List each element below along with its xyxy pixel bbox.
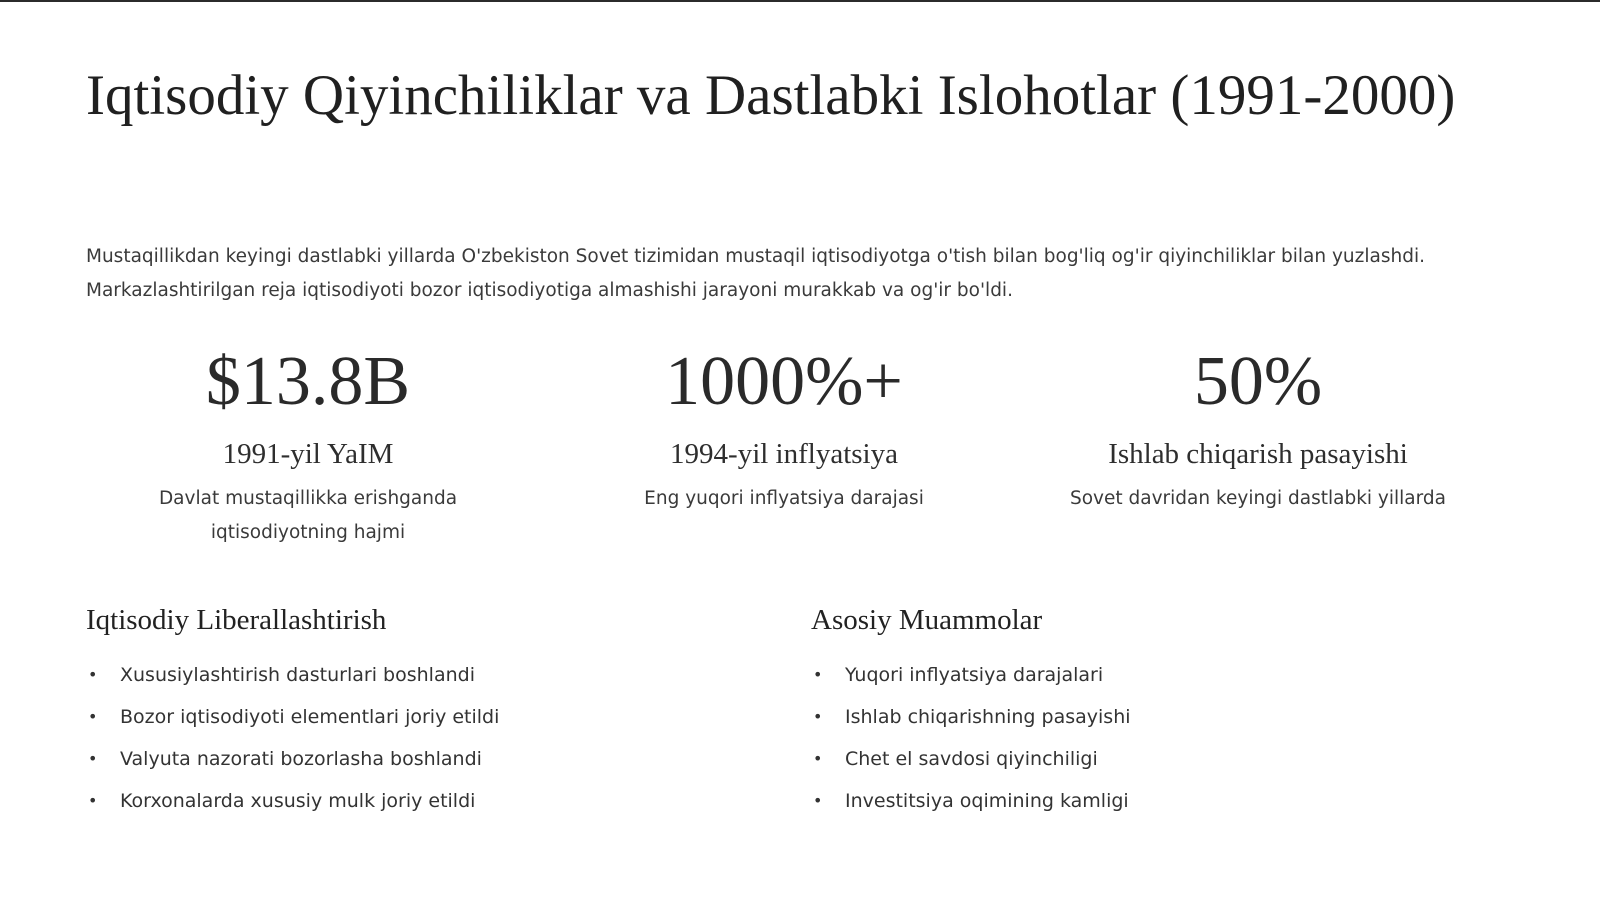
list-item xyxy=(86,780,706,822)
list-item-text: Valyuta nazorati bozorlasha boshlandi xyxy=(120,748,482,770)
problems-section xyxy=(811,600,1431,822)
bullet-icon: • xyxy=(88,707,98,726)
list-item xyxy=(86,738,706,780)
list-item-text: Korxonalarda xususiy mulk joriy etildi xyxy=(120,790,476,812)
stats-row xyxy=(86,340,1526,570)
section-heading: Asosiy Muammolar xyxy=(811,604,1043,636)
bullet-icon: • xyxy=(88,749,98,768)
page-title: Iqtisodiy Qiyinchiliklar va Dastlabki Islohotlar (1991-2000) xyxy=(86,64,1456,127)
stat-production-decline xyxy=(1058,340,1458,516)
list-item xyxy=(86,654,706,696)
bullet-icon: • xyxy=(813,707,823,726)
stat-label: Ishlab chiqarish pasayishi xyxy=(1108,438,1408,470)
stat-value: 1000%+ xyxy=(665,343,903,420)
list-item xyxy=(811,696,1431,738)
stat-value: $13.8B xyxy=(205,343,411,420)
stat-description: Eng yuqori inflyatsiya darajasi xyxy=(644,488,924,509)
liberalization-section xyxy=(86,600,706,822)
stat-label: 1991-yil YaIM xyxy=(222,438,394,470)
list-item-text: Ishlab chiqarishning pasayishi xyxy=(845,706,1131,728)
stat-description: Davlat mustaqillikka erishganda iqtisodiyotning hajmi xyxy=(158,488,458,543)
bullet-icon: • xyxy=(813,791,823,810)
stat-description: Sovet davridan keyingi dastlabki yillarda xyxy=(1070,488,1446,509)
stat-gdp xyxy=(108,340,508,550)
list-item-text: Investitsiya oqimining kamligi xyxy=(845,790,1129,812)
bullet-icon: • xyxy=(813,749,823,768)
intro-paragraph: Mustaqillikdan keyingi dastlabki yillarda O'zbekiston Sovet tizimidan mustaqil iqtisodiyotga o'tish bilan bog'liq og'ir qiyinchiliklar bilan yuzlashdi. Markazlashtirilgan reja iqtisodiyoti bozor iqtisodiyotiga almashishi jarayoni murakkab va og'ir bo'ldi. xyxy=(86,246,1425,301)
list-item-text: Xususiylashtirish dasturlari boshlandi xyxy=(120,664,475,686)
list-item xyxy=(86,696,706,738)
list-item xyxy=(811,654,1431,696)
bullet-icon: • xyxy=(88,791,98,810)
list-item-text: Bozor iqtisodiyoti elementlari joriy etildi xyxy=(120,706,500,728)
slide xyxy=(86,0,1526,901)
liberalization-list xyxy=(86,654,706,822)
stat-label: 1994-yil inflyatsiya xyxy=(670,438,898,470)
bullet-icon: • xyxy=(88,665,98,684)
list-item xyxy=(811,780,1431,822)
problems-list xyxy=(811,654,1431,822)
stat-value: 50% xyxy=(1193,343,1323,420)
section-heading: Iqtisodiy Liberallashtirish xyxy=(86,604,387,636)
stat-inflation xyxy=(584,340,984,516)
bullet-icon: • xyxy=(813,665,823,684)
list-item xyxy=(811,738,1431,780)
list-item-text: Chet el savdosi qiyinchiligi xyxy=(845,748,1098,770)
list-item-text: Yuqori inflyatsiya darajalari xyxy=(845,664,1104,686)
